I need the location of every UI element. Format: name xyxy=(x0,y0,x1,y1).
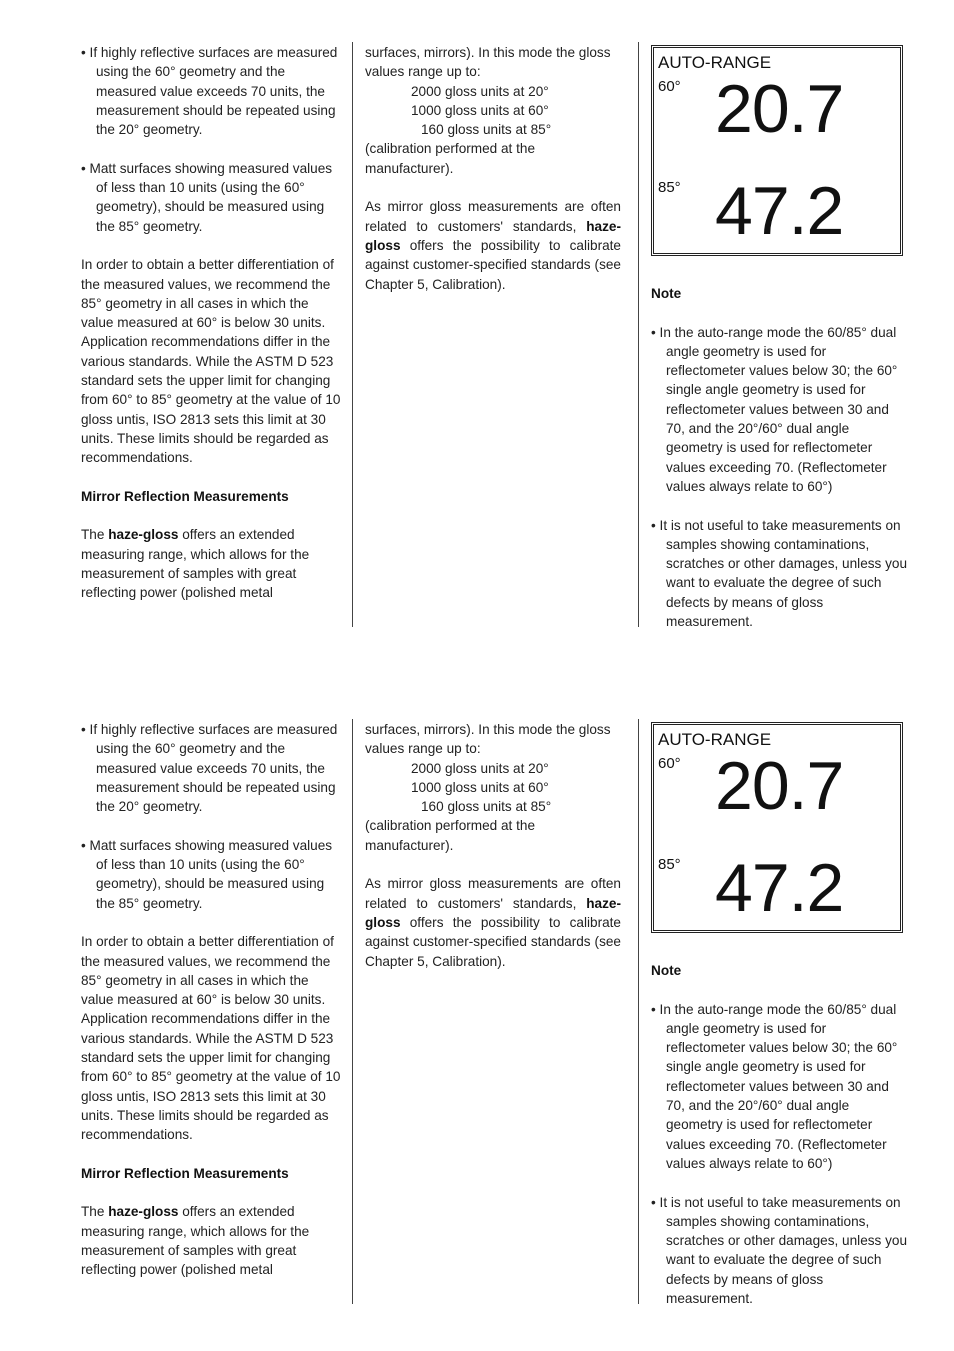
display-mode-label: AUTO-RANGE xyxy=(658,730,772,749)
note-column xyxy=(651,284,909,631)
range-85: 160 gloss units at 85° xyxy=(421,122,552,138)
display-mode-label: AUTO-RANGE xyxy=(658,53,772,72)
note-heading: Note xyxy=(651,286,682,301)
paragraph-calibration-note: (calibration performed at the manufacturer). xyxy=(365,141,536,176)
angle-60-label: 60° xyxy=(658,78,681,95)
angle-60-label: 60° xyxy=(658,755,681,772)
reading-60-value: 20.7 xyxy=(715,71,844,147)
column-divider xyxy=(638,719,639,1304)
paragraph-gloss-range: surfaces, mirrors). In this mode the gloss values range up to: xyxy=(365,722,611,757)
heading-mirror-reflection: Mirror Reflection Measurements xyxy=(81,1165,289,1181)
paragraph-differentiation: In order to obtain a better differentiation of the measured values, we recommend the 85° geometry in all cases in which the value measured at 60° is below 30 units. Application recommendations differ in the various standards. While the ASTM D 523 standard sets the upper limit for changing from 60° to 85° geometry at the value of 10 gloss untis, ISO 2813 sets this limit at 30 units. These limits should be regarded as recommendations. xyxy=(81,934,341,1143)
bullet-matt-surfaces: • Matt surfaces showing measured values of less than 10 units (using the 60° geometry), should be measured using the 85° geometry. xyxy=(81,837,333,911)
note-bullet-auto-range: • In the auto-range mode the 60/85° dual angle geometry is used for reflectometer values below 30; the 60° single angle geometry is used for reflectometer values between 30 and 70, and the 20°/60° dual angle geometry is used for reflectometer values exceeding 70. (Reflectometer values always relate to 60°) xyxy=(651,1001,898,1171)
note-bullet-auto-range: • In the auto-range mode the 60/85° dual angle geometry is used for reflectometer values below 30; the 60° single angle geometry is used for reflectometer values between 30 and 70, and the 20°/60° dual angle geometry is used for reflectometer values exceeding 70. (Reflectometer values always relate to 60°) xyxy=(651,324,898,494)
page-section-bottom xyxy=(0,677,954,1307)
bullet-reflective-surfaces: • If highly reflective surfaces are measured using the 60° geometry and the measured value exceeds 70 units, the measurement should be repeated using the 20° geometry. xyxy=(81,45,338,138)
bullet-matt-surfaces: • Matt surfaces showing measured values of less than 10 units (using the 60° geometry), should be measured using the 85° geometry. xyxy=(81,160,333,234)
text-column-2 xyxy=(365,43,621,294)
reading-60-value: 20.7 xyxy=(715,748,844,824)
range-20: 2000 gloss units at 20° xyxy=(411,760,549,776)
column-divider xyxy=(352,42,353,627)
reading-85-value: 47.2 xyxy=(715,173,844,249)
angle-85-label: 85° xyxy=(658,179,681,196)
bullet-reflective-surfaces: • If highly reflective surfaces are measured using the 60° geometry and the measured value exceeds 70 units, the measurement should be repeated using the 20° geometry. xyxy=(81,722,338,815)
paragraph-differentiation: In order to obtain a better differentiation of the measured values, we recommend the 85° geometry in all cases in which the value measured at 60° is below 30 units. Application recommendations differ in the various standards. While the ASTM D 523 standard sets the upper limit for changing from 60° to 85° geometry at the value of 10 gloss untis, ISO 2813 sets this limit at 30 units. These limits should be regarded as recommendations. xyxy=(81,257,341,466)
note-bullet-contamination: • It is not useful to take measurements on samples showing contaminations, scratches or other damages, unless you want to evaluate the degree of such defects by means of gloss measurement. xyxy=(651,1194,908,1307)
range-60: 1000 gloss units at 60° xyxy=(411,102,549,118)
range-60: 1000 gloss units at 60° xyxy=(411,779,549,795)
lcd-display xyxy=(651,722,903,933)
note-column xyxy=(651,961,909,1308)
heading-mirror-reflection: Mirror Reflection Measurements xyxy=(81,488,289,504)
column-divider xyxy=(638,42,639,627)
paragraph-calibration-note: (calibration performed at the manufacturer). xyxy=(365,818,536,853)
paragraph-extended-range: The haze-gloss offers an extended measuring range, which allows for the measurement of samples with great reflecting power (polished metal xyxy=(81,527,310,601)
text-column-1 xyxy=(81,720,343,1280)
text-column-1 xyxy=(81,43,343,603)
column-divider xyxy=(352,719,353,1304)
paragraph-customer-standards: As mirror gloss measurements are often related to customers' standards, haze-gloss offers the possibility to calibrate against customer-specified standards (see Chapter 5, Calibration). xyxy=(365,876,621,969)
page-section-top xyxy=(0,0,954,630)
paragraph-gloss-range: surfaces, mirrors). In this mode the gloss values range up to: xyxy=(365,45,611,80)
paragraph-customer-standards: As mirror gloss measurements are often related to customers' standards, haze-gloss offers the possibility to calibrate against customer-specified standards (see Chapter 5, Calibration). xyxy=(365,199,621,292)
note-bullet-contamination: • It is not useful to take measurements on samples showing contaminations, scratches or other damages, unless you want to evaluate the degree of such defects by means of gloss measurement. xyxy=(651,517,908,630)
range-85: 160 gloss units at 85° xyxy=(421,799,552,815)
angle-85-label: 85° xyxy=(658,856,681,873)
note-heading: Note xyxy=(651,963,682,978)
text-column-2 xyxy=(365,720,621,971)
lcd-display xyxy=(651,45,903,256)
range-20: 2000 gloss units at 20° xyxy=(411,83,549,99)
paragraph-extended-range: The haze-gloss offers an extended measuring range, which allows for the measurement of samples with great reflecting power (polished metal xyxy=(81,1204,310,1278)
reading-85-value: 47.2 xyxy=(715,850,844,926)
